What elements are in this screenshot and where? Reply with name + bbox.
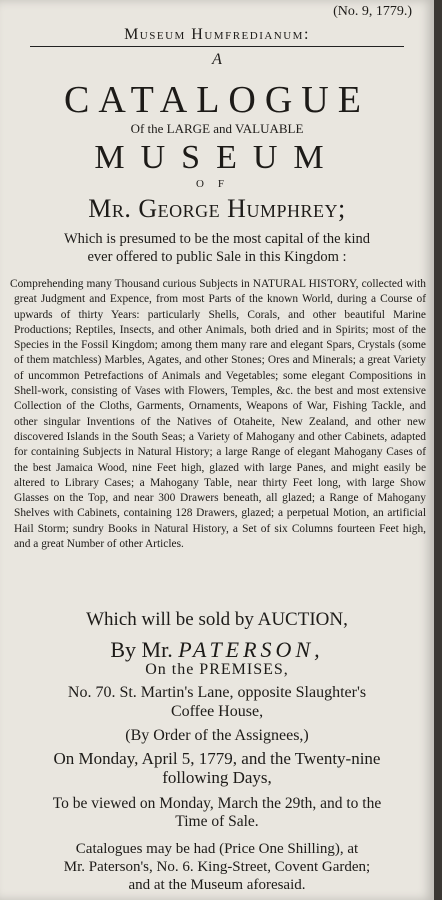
museum-humfredianum-heading: Museum Humfredianum: <box>124 26 310 43</box>
date-line-2: following Days, <box>162 768 272 787</box>
owner-name: Mr. George Humphrey; <box>88 194 346 223</box>
auctioneer-line <box>0 637 434 663</box>
description-paragraph: Comprehending many Thousand curious Subjects in NATURAL HISTORY, collected with great Judgment and Expence, from most Parts of the known World, during a Course of upwards of thirty Years: particularly Shells, Corals, and other beautiful Marine Productions; Reptiles, Insects, and other Animals, both dried and in Spirits; most of the Species in the Fossil Kingdom; among them many rare and elegant Spars, Crystals (some of them matchless) Marbles, Agates, and other Stones; Ores and Minerals; a great Variety of uncommon Petrefactions of Animals and Vegetables; some elegant Compositions in Shell-work, consisting of Vases with Flowers, Temples, &c. the best and most extensive Collection of the Cloths, Garments, Ornaments, Weapons of War, Fishing Tackle, and other singular Inventions of the Natives of Otaheite, New Zealand, and other new discovered Islands in the South Seas; a Variety of Mahogany and other Cabinets, adapted for containing Subjects in Natural History; a large Range of elegant Mahogany Cases of the best Jamaica Wood, nine Feet high, glazed with large Panes, and might easily be altered to Library Cases; a Mahogany Table, near thirty Feet long, with large Show Glasses on the Top, and near 300 Drawers beneath, all glazed; a Range of Mahogany Shelves with Cabinets, containing 128 Drawers, glazed; a perpetual Motion, an artificial Hail Storm; sundry Books in Natural History, a Set of six Columns fourteen Feet high, and a great Number of other Articles. <box>10 278 426 551</box>
auctioneer-name: PATERSON, <box>178 637 324 662</box>
catalogues-line-1: Catalogues may be had (Price One Shilling), at <box>75 841 359 857</box>
museum-title: MUSEUM <box>94 139 340 176</box>
article-a: A <box>212 51 222 68</box>
presumed-line-2: ever offered to public Sale in this Kingdom : <box>87 249 347 265</box>
collection-description <box>10 277 426 552</box>
presumed-line-1: Which is presumed to be the most capital of the kind <box>63 231 371 247</box>
catalogues-line-2: Mr. Paterson's, No. 6. King-Street, Covent Garden; <box>63 859 371 875</box>
of-large-line: Of the LARGE and VALUABLE <box>130 121 304 136</box>
of-line: OF <box>195 178 239 190</box>
catalogues-line-3: and at the Museum aforesaid. <box>128 877 306 893</box>
address <box>0 683 434 721</box>
catalogue-title: CATALOGUE <box>64 79 370 121</box>
viewing-info <box>0 795 434 831</box>
page-edge-shadow <box>434 0 442 900</box>
address-line-2: Coffee House, <box>170 703 264 720</box>
date-line-1: On Monday, April 5, 1779, and the Twenty-nine <box>53 749 381 768</box>
catalogue-number: (No. 9, 1779.) <box>333 4 412 19</box>
order-line: (By Order of the Assignees,) <box>125 727 309 744</box>
address-line-1: No. 70. St. Martin's Lane, opposite Slaughter's <box>67 684 367 701</box>
auction-line: Which will be sold by AUCTION, <box>86 609 348 630</box>
heading-rule <box>30 46 404 47</box>
by-label: By Mr. <box>110 637 173 662</box>
presumed-statement <box>0 230 434 266</box>
viewed-line-1: To be viewed on Monday, March the 29th, and to the <box>52 795 382 812</box>
viewed-line-2: Time of Sale. <box>175 813 259 830</box>
premises-line: On the PREMISES, <box>145 661 289 678</box>
sale-date <box>0 749 434 787</box>
catalogues-info <box>0 840 434 894</box>
